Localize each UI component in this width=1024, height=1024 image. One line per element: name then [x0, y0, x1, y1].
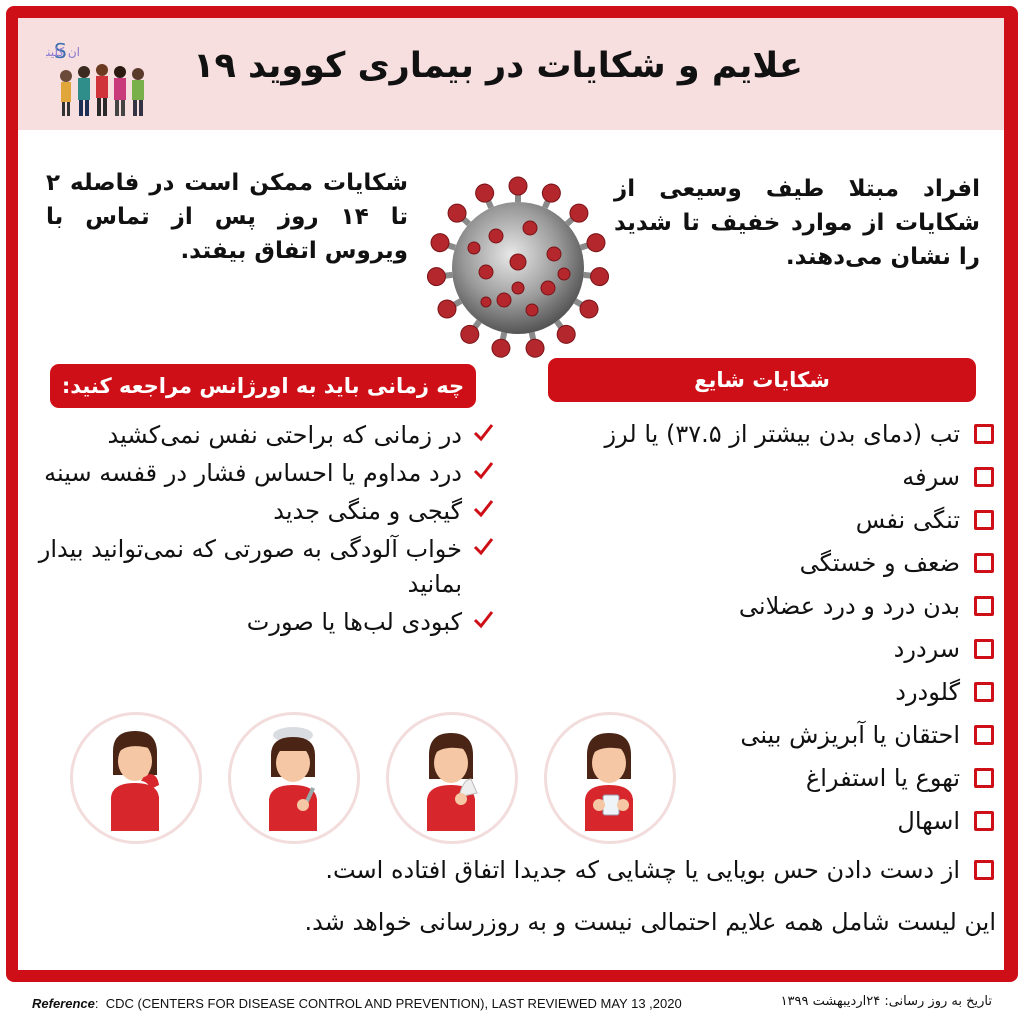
check-icon: [472, 459, 494, 481]
checkbox-icon: [974, 639, 994, 659]
sneezing-person-illustration: [386, 712, 518, 844]
common-symptoms-heading: شکایات شایع: [548, 358, 976, 402]
emergency-item-text: درد مداوم یا احساس فشار در قفسه سینه: [44, 459, 462, 487]
page-title: علایم و شکایات در بیماری کووید ۱۹: [193, 46, 803, 86]
symptom-item: [526, 459, 996, 495]
symptom-item: [526, 674, 996, 710]
emergency-item-text: در زمانی که براحتی نفس نمی‌کشید: [107, 421, 462, 449]
symptom-text: از دست دادن حس بویایی یا چشایی که جدیدا اتفاق افتاده است.: [325, 856, 960, 884]
svg-text:S: S: [54, 39, 67, 63]
symptom-item: [526, 588, 996, 624]
symptom-text: ضعف و خستگی: [799, 549, 960, 577]
symptom-text: تهوع یا استفراغ: [805, 764, 960, 792]
emergency-item: [38, 605, 498, 640]
checkbox-icon: [974, 811, 994, 831]
checkbox-icon: [974, 467, 994, 487]
emergency-item-text: گیجی و منگی جدید: [273, 497, 462, 525]
symptom-text: تب (دمای بدن بیشتر از ۳۷.۵) یا لرز: [604, 420, 960, 448]
symptom-item: [526, 502, 996, 538]
symptom-text: سرفه: [902, 463, 960, 491]
intro-incubation-text: شکایات ممکن است در فاصله ۲ تا ۱۴ روز پس از تماس با ویروس اتفاق بیفتد.: [46, 170, 409, 264]
checkbox-icon: [974, 596, 994, 616]
checkbox-icon: [974, 860, 994, 880]
check-icon: [472, 608, 494, 630]
header-band: [18, 18, 1004, 130]
footer: [0, 982, 1024, 1024]
emergency-list: [38, 418, 498, 643]
symptom-text: سردرد: [893, 635, 960, 663]
emergency-item-text: خواب آلودگی به صورتی که نمی‌توانید بیدار بمانید: [38, 535, 462, 598]
symptom-item: [526, 545, 996, 581]
symptom-text: اسهال: [897, 807, 960, 835]
symptom-text: احتقان یا آبریزش بینی: [740, 721, 960, 749]
clinic-logo: [46, 36, 166, 118]
sick-person-ice-pack-illustration: [228, 712, 360, 844]
smell-taste-loss-item: [325, 852, 996, 888]
emergency-item: [38, 418, 498, 453]
checkbox-icon: [974, 768, 994, 788]
infographic: [18, 18, 1004, 970]
symptom-text: گلودرد: [895, 678, 960, 706]
emergency-item: [38, 532, 498, 602]
emergency-heading: چه زمانی باید به اورژانس مراجعه کنید:: [50, 364, 476, 408]
checkbox-icon: [974, 510, 994, 530]
check-icon: [472, 497, 494, 519]
symptom-item: [526, 416, 996, 452]
intro-range-text: افراد مبتلا طیف وسیعی از شکایات از موارد خفیف تا شدید را نشان می‌دهند.: [614, 176, 980, 270]
reference-line: Reference: CDC (CENTERS FOR DISEASE CONTROL AND PREVENTION), LAST REVIEWED MAY 13 ,2020: [32, 996, 682, 1011]
checkbox-icon: [974, 553, 994, 573]
symptom-item: [526, 631, 996, 667]
nauseous-person-illustration: [544, 712, 676, 844]
reference-text: CDC (CENTERS FOR DISEASE CONTROL AND PREVENTION), LAST REVIEWED MAY 13 ,2020: [105, 996, 682, 1011]
disclaimer-note: این لیست شامل همه علایم احتمالی نیست و به روزرسانی خواهد شد.: [304, 908, 996, 936]
checkbox-icon: [974, 725, 994, 745]
symptom-text: تنگی نفس: [855, 506, 960, 534]
emergency-item-text: کبودی لب‌ها یا صورت: [246, 608, 462, 636]
check-icon: [472, 535, 494, 557]
check-icon: [472, 421, 494, 443]
emergency-item: [38, 494, 498, 529]
reference-label: Reference: [32, 996, 95, 1011]
checkbox-icon: [974, 682, 994, 702]
svg-text:ان کلینیک: ان کلین: [47, 45, 80, 59]
symptom-text: بدن درد و درد عضلانی: [738, 592, 960, 620]
coronavirus-illustration: [426, 176, 610, 360]
coughing-person-illustration: [70, 712, 202, 844]
emergency-item: [38, 456, 498, 491]
checkbox-icon: [974, 424, 994, 444]
update-date: تاریخ به روز رسانی: ۲۴اردیبهشت ۱۳۹۹: [780, 994, 992, 1009]
